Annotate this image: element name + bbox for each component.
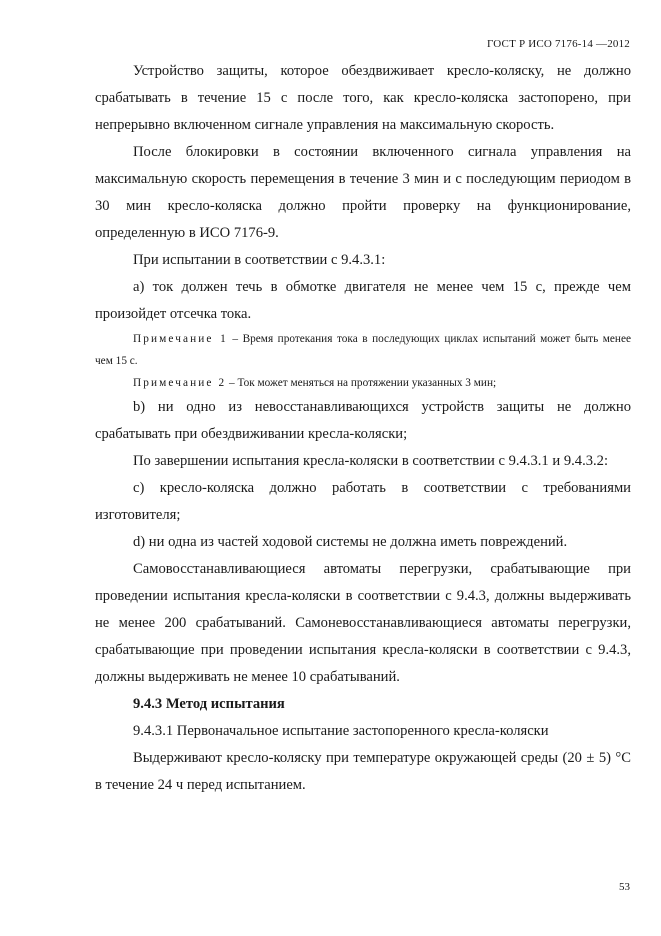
list-item-d: d) ни одна из частей ходовой системы не должна иметь повреждений. (133, 534, 568, 550)
note-2 (95, 372, 631, 394)
paragraph-protection-device: Устройство защиты, которое обездвиживает кресло-коляску, не должно срабатывать в течение 15 с после того, как кресло-коляска застопорено, при непрерывно включенном сигнале управления на максимальную скорость. (95, 63, 631, 133)
document-body (95, 58, 631, 799)
note-2-text: – Ток может меняться на протяжении указанных 3 мин; (226, 377, 497, 389)
list-item-c: c) кресло-коляска должно работать в соответствии с требованиями изготовителя; (95, 480, 631, 523)
list-item-b: b) ни одно из невосстанавливающихся устройств защиты не должно срабатывать при обездвиживании кресла-коляски; (95, 399, 631, 442)
page-number: 53 (619, 881, 630, 893)
section-heading: 9.4.3 Метод испытания (133, 696, 285, 712)
paragraph-test-intro: При испытании в соответствии с 9.4.3.1: (133, 252, 386, 268)
list-item-a: а) ток должен течь в обмотке двигателя не менее чем 15 с, прежде чем произойдет отсечка тока. (95, 279, 631, 322)
paragraph-after-test: По завершении испытания кресла-коляски в соответствии с 9.4.3.1 и 9.4.3.2: (133, 453, 609, 469)
note-1-text: – Время протекания тока в последующих циклах испытаний может быть менее чем 15 с. (95, 333, 631, 367)
note-1-label: Примечание 1 (133, 333, 228, 345)
note-2-label: Примечание 2 (133, 377, 227, 389)
paragraph-blocking-check: После блокировки в состоянии включенного сигнала управления на максимальную скорость перемещения в течение 3 мин и с последующим периодом в 30 мин кресло-коляска должно пройти проверку на функционирование, определенную в ИСО 7176-9. (95, 144, 631, 241)
paragraph-conditioning: Выдерживают кресло-коляску при температуре окружающей среды (20 ± 5) °С в течение 24 ч перед испытанием. (95, 750, 631, 793)
note-1 (95, 328, 631, 372)
subsection-heading: 9.4.3.1 Первоначальное испытание застопоренного кресла-коляски (133, 723, 549, 739)
paragraph-overload-breakers: Самовосстанавливающиеся автоматы перегрузки, срабатывающие при проведении испытания кресла-коляски в соответствии с 9.4.3, должны выдерживать не менее 200 срабатываний. Самоневосстанавливающиеся автоматы перегрузки, срабатывающие при проведении испытания кресла-коляски в соответствии с 9.4.3, должны выдерживать не менее 10 срабатываний. (95, 561, 631, 685)
document-header: ГОСТ Р ИСО 7176-14 —2012 (486, 38, 630, 50)
